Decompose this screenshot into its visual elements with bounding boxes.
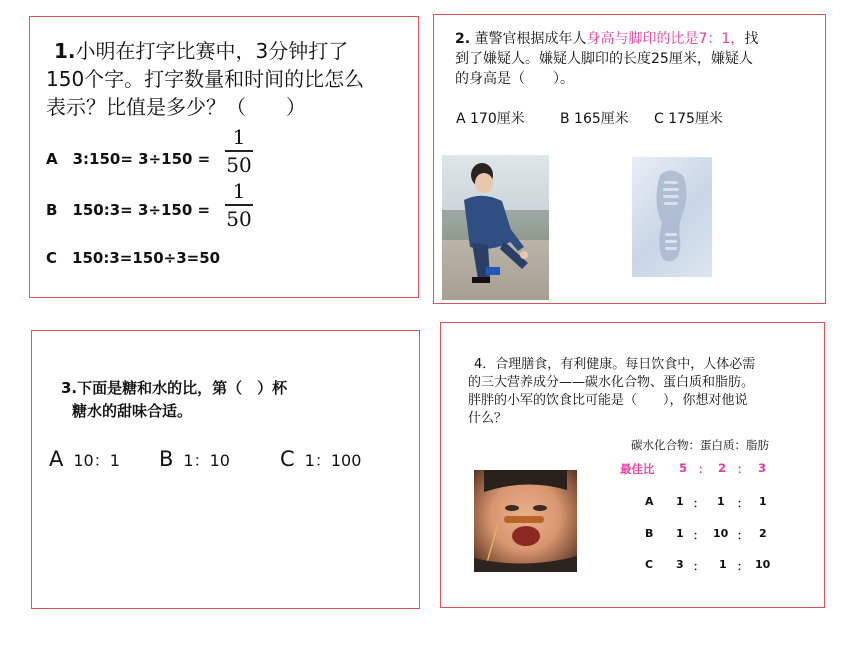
q4-option-b-carb: 1 [676, 527, 684, 540]
q2-option-a[interactable]: A 170厘米 [456, 111, 525, 127]
footprint-photo [632, 157, 712, 277]
q4-option-b-protein: 10 [713, 527, 729, 540]
q4-line-1: 4．合理膳食，有利健康。每日饮食中，人体必需 [474, 357, 756, 372]
q3-option-b[interactable]: B 1：10 [159, 447, 230, 471]
q3-line-1: 3.下面是糖和水的比，第（ ）杯 [61, 379, 288, 397]
q4-option-c-carb: 3 [676, 558, 684, 571]
q1-line-3: 表示？比值是多少？（ ） [46, 95, 306, 119]
q4-option-c-protein: 1 [719, 558, 727, 571]
q4-option-c-sep-1: ： [693, 560, 704, 573]
best-ratio-val-3: 3 [758, 461, 767, 475]
q4-option-c-sep-2: ： [737, 560, 748, 573]
question-card-3 [31, 330, 420, 609]
best-ratio-sep-2: ： [737, 462, 749, 476]
q1-option-a[interactable]: A 3:150= 3÷150 = [46, 150, 211, 168]
q4-line-3: 胖胖的小军的饮食比可能是（ ），你想对他说 [468, 393, 748, 408]
q4-option-a-sep-1: ： [693, 497, 704, 510]
q4-option-b-letter: B [645, 527, 654, 540]
q4-option-c-fat: 10 [755, 558, 771, 571]
q2-option-c[interactable]: C 175厘米 [654, 111, 723, 127]
q2-line-2: 到了嫌疑人。嫌疑人脚印的长度25厘米，嫌疑人 [455, 51, 753, 67]
q4-option-a-carb: 1 [676, 495, 684, 508]
q3-option-a[interactable]: A 10：1 [49, 447, 120, 471]
question-card-4 [440, 322, 825, 608]
q1-option-b-fraction: 1 50 [226, 179, 252, 231]
q2-line-1: 2. 董警官根据成年人身高与脚印的比是7：1，找 [455, 31, 759, 47]
q1-option-b[interactable]: B 150:3= 3÷150 = [46, 201, 211, 219]
police-officer-photo [442, 155, 549, 300]
q1-option-a-fraction: 1 50 [226, 125, 252, 177]
q4-option-a-fat: 1 [759, 495, 767, 508]
best-ratio-val-1: 5 [679, 461, 688, 475]
q3-option-c[interactable]: C 1：100 [280, 447, 362, 471]
q4-option-a-letter: A [645, 495, 654, 508]
q1-line-2: 150个字。打字数量和时间的比怎么 [46, 67, 365, 91]
best-ratio-sep-1: ： [698, 462, 710, 476]
q4-option-c-letter: C [645, 558, 654, 571]
question-card-1 [29, 16, 419, 298]
q1-option-c[interactable]: C 150:3=150÷3=50 [46, 249, 221, 267]
q4-line-2: 的三大营养成分——碳水化合物、蛋白质和脂肪。 [468, 375, 755, 390]
q4-option-b-fat: 2 [759, 527, 767, 540]
q1-line-1: 1.小明在打字比赛中，3分钟打了 [54, 39, 349, 63]
q4-option-b-sep-1: ： [693, 529, 704, 542]
q2-option-b[interactable]: B 165厘米 [560, 111, 629, 127]
nutrient-ratio-header: 碳水化合物：蛋白质：脂肪 [631, 438, 769, 452]
best-ratio-val-2: 2 [718, 461, 727, 475]
q4-option-b-sep-2: ： [737, 529, 748, 542]
q4-option-a-protein: 1 [717, 495, 725, 508]
q4-option-a-sep-2: ： [737, 497, 748, 510]
q2-line-3: 的身高是（ ）。 [455, 71, 574, 87]
child-eating-photo [474, 470, 577, 572]
q4-line-4: 什么？ [468, 411, 508, 426]
best-ratio-label: 最佳比 [620, 462, 655, 476]
q3-line-2: 糖水的甜味合适。 [72, 402, 193, 420]
question-card-2 [433, 14, 826, 304]
